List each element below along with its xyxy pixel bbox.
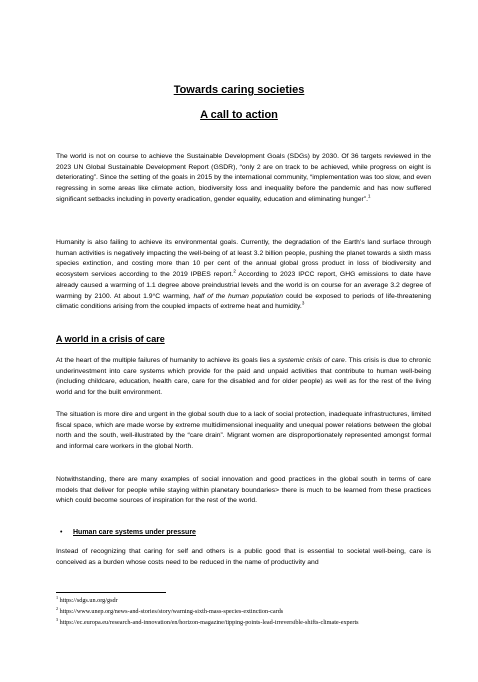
- paragraph-care-burden: Instead of recognizing that caring for self and others is a public good that is essential to societal well-being, care is conceived as a burden whose costs need to be reduced in the name of productivity and: [56, 548, 431, 566]
- paragraph-sdg-progress: The world is not on course to achieve the Sustainable Development Goals (SDGs) by 2030. Of 36 targets reviewed in the 2023 UN Global Sustainable Development Report (GSDR), “only 2 are on track to be achieved, while progress on eight is deteriorating”. Since the setting of the goals in 2015 by the international community, “implementation was too slow, and even regressing in some areas like climate action, biodiversity loss and inequality before the pandemic and has now suffered significant setbacks including in poverty eradication, gender equality, education and eliminating hunger”.$^1$: [56, 153, 431, 203]
- footnote-ref-2[interactable]: 2: [233, 268, 236, 274]
- paragraph-systemic-crisis: At the heart of the multiple failures of humanity to achieve its goals lies a systemic crisis of care. This crisis is due to chronic underinvestment into care systems which provide for the paid and unpaid activities that contribute to human well-being (including childcare, education, health care, care for the disabled and for older people) as well as for the rest of the living world and for the built environment.: [56, 357, 431, 397]
- footnote-link-1[interactable]: https://sdgs.un.org/gsdr: [58, 597, 118, 604]
- section-heading-crisis-of-care: A world in a crisis of care: [56, 334, 165, 344]
- footnote-ref-3[interactable]: 3: [301, 300, 305, 306]
- footnote-link-2[interactable]: https://www.unep.org/news-and-stories/story/warning-sixth-mass-species-extinction-cards: [58, 608, 284, 615]
- footnote-ref-1[interactable]: 1: [367, 193, 371, 199]
- document-subtitle: A call to action: [200, 109, 278, 121]
- paragraph-environmental-goals: Humanity is also failing to achieve its environmental goals. Currently, the degradation of the Earth’s land surface through human activities is negatively impacting the well-being of at least 3.2 billion people, pushing the planet towards a sixth mass species extinction, and costing more than 10 per cent of the annual global gross product in loss of biodiversity and ecosystem services according to the 2019 IPBES report.$^2$ According to 2023 IPCC report, GHG emissions to date have already caused a warming of 1.1 degree above preindustrial levels and the world is on course for an average 3.2 degree of warming by 2100. At about 1.9°C warming, half of the human population could be exposed to periods of life-threatening climatic conditions arising from the coupled impacts of extreme heat and humidity.$^3$: [56, 239, 432, 311]
- footnote-3: $^3$ https://ec.europa.eu/research-and-innovation/en/horizon-magazine/tipping-points-lead-irreversible-shifts-climate-experts: [56, 616, 359, 626]
- footnote-link-3[interactable]: https://ec.europa.eu/research-and-innovation/en/horizon-magazine/tipping-points-lead-irreversible-shifts-climate-experts: [58, 619, 359, 626]
- paragraph-social-innovation: Notwithstanding, there are many examples of social innovation and good practices in the global south in terms of care models that deliver for people while staying within planetary boundaries> there is much to be learned from these practices which could become sources of inspiration for the rest of the world.: [56, 476, 431, 505]
- paragraph-global-south: The situation is more dire and urgent in the global south due to a lack of social protection, inadequate infrastructures, limited fiscal space, which are made worse by extreme multidimensional inequality and unequal power relations between the global north and the south, well-illustrated by the “care drain”. Migrant women are disproportionately represented amongst formal and informal care workers in the global North.: [56, 411, 431, 451]
- footnote-1: $^1$ https://sdgs.un.org/gsdr: [56, 594, 118, 604]
- bullet-heading-care-systems: Human care systems under pressure: [73, 529, 196, 536]
- footnote-2: $^2$ https://www.unep.org/news-and-stories/story/warning-sixth-mass-species-extinction-cards: [56, 605, 284, 615]
- bullet-icon: •: [60, 529, 63, 536]
- document-title: Towards caring societies: [173, 84, 305, 96]
- footnote-divider: [56, 592, 166, 593]
